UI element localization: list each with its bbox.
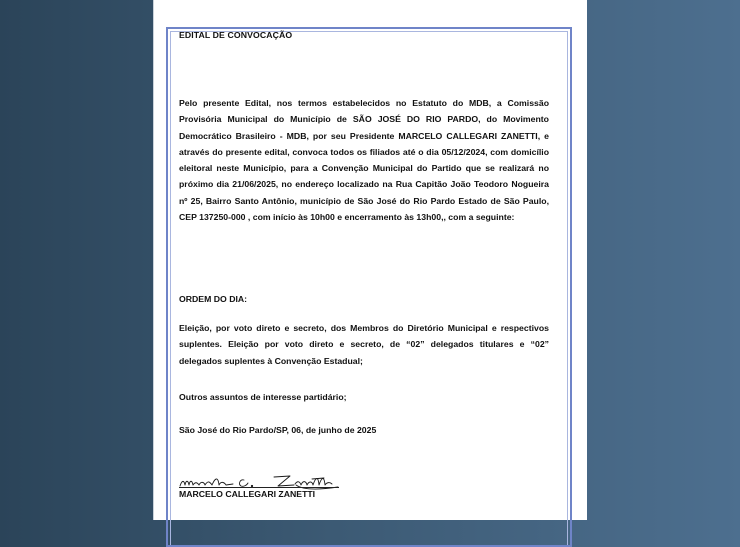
signer-name: MARCELO CALLEGARI ZANETTI [179, 489, 316, 499]
agenda-item-election: Eleição, por voto direto e secreto, dos Membros do Diretório Municipal e respectivos suplentes. Eleição por voto direto e secreto, de “02” delegados titulares e “02” delegados suplentes à Convenção Estadual; [179, 323, 549, 366]
intro-paragraph: Pelo presente Edital, nos termos estabelecidos no Estatuto do MDB, a Comissão Provisória Municipal do Município de SÃO JOSÉ DO RIO PARDO, do Movimento Democrático Brasileiro - MDB, por seu Presidente MARCELO CALLEGARI ZANETTI, e através do presente edital, convoca todos os filiados até o dia 05/12/2024, com domicílio eleitoral neste Município, para a Convenção Municipal do Partido que se realizará no próximo dia 21/06/2025, no endereço localizado na Rua Capitão João Teodoro Nogueira nº 25, Bairro Santo Antônio, município de São José do Rio Pardo Estado de São Paulo, CEP 137250-000 , com início às 10h00 e encerramento às 13h00,, com a seguinte: [179, 98, 549, 223]
agenda-item-other: Outros assuntos de interesse partidário; [179, 392, 347, 402]
document-title: EDITAL DE CONVOCAÇÃO [179, 30, 293, 40]
document-page [153, 0, 587, 520]
place-and-date: São José do Rio Pardo/SP, 06, de junho de 2025 [179, 425, 377, 435]
signature-line [179, 487, 339, 488]
agenda-heading: ORDEM DO DIA: [179, 294, 248, 304]
